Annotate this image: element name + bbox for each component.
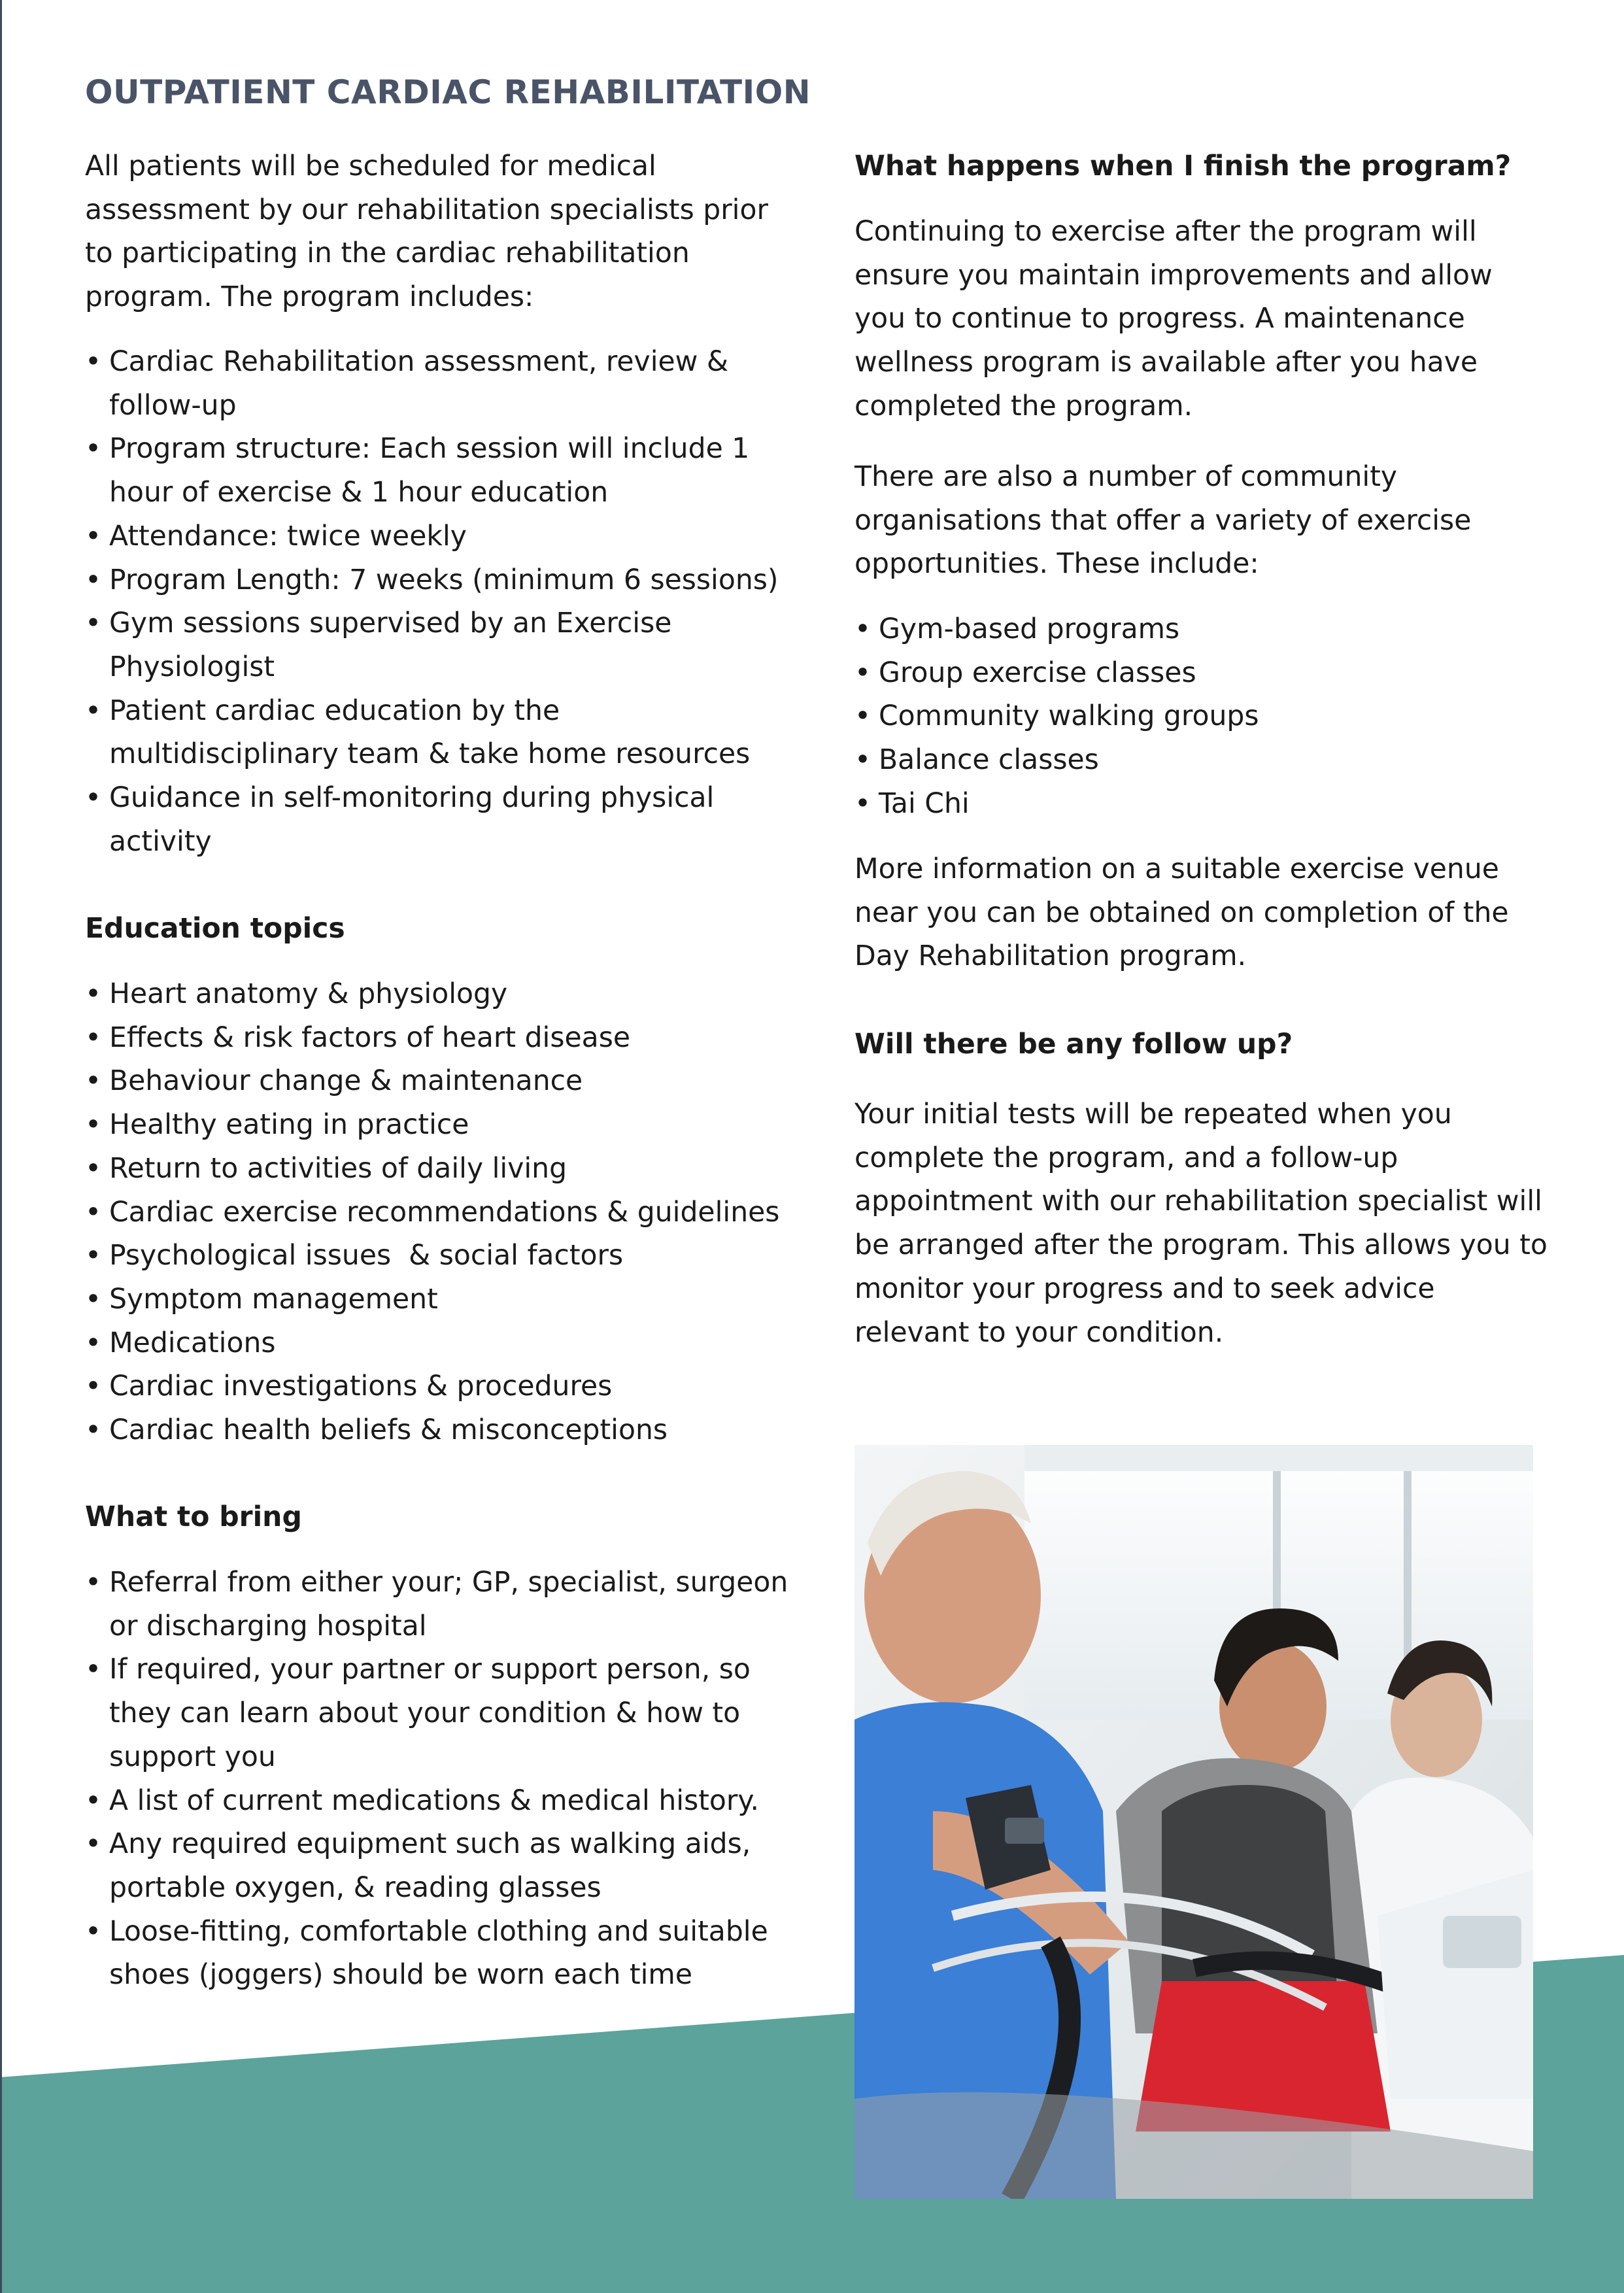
finish-paragraph-1: Continuing to exercise after the program will ensure you maintain improvements and allow you to continue to progress. A maintenance wellness program is available after you have completed the program.: [854, 216, 1493, 422]
intro-paragraph: All patients will be scheduled for medical assessment by our rehabilitation specialists prior to participating in the cardiac rehabilitation program. The program includes:: [85, 150, 768, 314]
bring-heading: What to bring: [85, 1501, 302, 1533]
list-item: • Psychological issues & social factors: [85, 1234, 811, 1278]
list-item: • Cardiac investigations & procedures: [85, 1365, 811, 1409]
list-item: • Referral from either your; GP, specialist, surgeon or discharging hospital: [85, 1561, 791, 1648]
list-item: • Balance classes: [854, 739, 1541, 783]
list-item: • Loose-fitting, comfortable clothing and suitable shoes (joggers) should be worn each time: [85, 1911, 791, 1997]
followup-heading: Will there be any follow up?: [854, 1028, 1293, 1061]
left-edge-rule: [0, 0, 2, 2293]
list-item: • Patient cardiac education by the multidisciplinary team & take home resources: [85, 690, 798, 777]
list-item: • Medications: [85, 1322, 811, 1366]
list-item: • Gym-based programs: [854, 608, 1541, 652]
list-item: • Any required equipment such as walking aids, portable oxygen, & reading glasses: [85, 1823, 791, 1910]
photo-illustration: [854, 1445, 1533, 2199]
list-item: • Cardiac Rehabilitation assessment, review & follow-up: [85, 341, 798, 428]
finish-paragraph-2: There are also a number of community organisations that offer a variety of exercise opportunities. These include:: [854, 461, 1472, 581]
list-item: • A list of current medications & medical history.: [85, 1780, 791, 1824]
finish-paragraph-3: More information on a suitable exercise venue near you can be obtained on completion of the Day Rehabilitation program.: [854, 853, 1509, 973]
finish-heading: What happens when I finish the program?: [854, 150, 1512, 182]
list-item: • Gym sessions supervised by an Exercise Physiologist: [85, 602, 798, 689]
list-item: • If required, your partner or support person, so they can learn about your condition & how to support you: [85, 1648, 791, 1779]
list-item: • Behaviour change & maintenance: [85, 1060, 811, 1104]
community-list: [854, 608, 1541, 826]
list-item: • Tai Chi: [854, 783, 1541, 826]
list-item: • Guidance in self-monitoring during physical activity: [85, 777, 798, 864]
patients-exercising-photo: [854, 1445, 1533, 2199]
list-item: • Healthy eating in practice: [85, 1104, 811, 1147]
bring-list: [85, 1561, 791, 1997]
list-item: • Cardiac health beliefs & misconceptions: [85, 1409, 811, 1453]
list-item: • Symptom management: [85, 1278, 811, 1322]
page-title: OUTPATIENT CARDIAC REHABILITATION: [85, 73, 811, 111]
list-item: • Group exercise classes: [854, 652, 1541, 696]
list-item: • Return to activities of daily living: [85, 1147, 811, 1191]
list-item: • Community walking groups: [854, 695, 1541, 739]
list-item: • Attendance: twice weekly: [85, 515, 798, 559]
education-heading: Education topics: [85, 913, 345, 945]
list-item: • Effects & risk factors of heart disease: [85, 1017, 811, 1061]
list-item: • Cardiac exercise recommendations & guidelines: [85, 1191, 811, 1235]
list-item: • Program structure: Each session will include 1 hour of exercise & 1 hour education: [85, 428, 798, 515]
list-item: • Heart anatomy & physiology: [85, 973, 811, 1017]
list-item: • Program Length: 7 weeks (minimum 6 sessions): [85, 559, 798, 603]
program-list: [85, 341, 798, 864]
followup-paragraph: Your initial tests will be repeated when you complete the program, and a follow-up appointment with our rehabilitation specialist will be arranged after the program. This allows you to monitor your progress and to seek advice relevant to your condition.: [854, 1098, 1548, 1349]
education-list: [85, 973, 811, 1453]
